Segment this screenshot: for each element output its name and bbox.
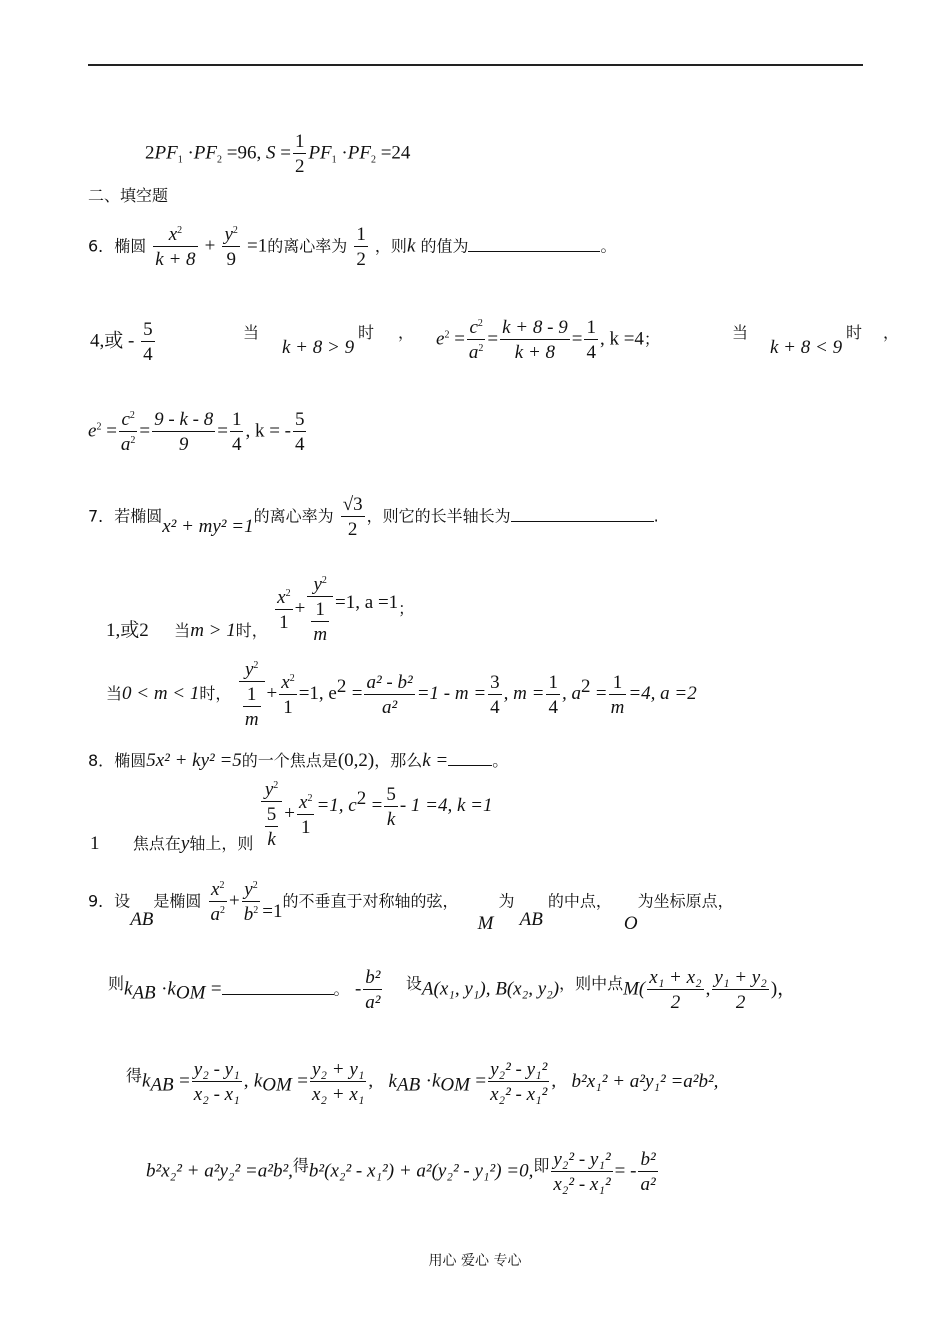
answer-9-line3: b²x₂² + a²y₂² =a²b²,得b²(x₂² - x₁²) + a²(y₂² - y₁²) =0,即 $\frac{\text{y₂² - y₁²}}{\text{x₂² - x₁²}}$ = - $\frac{\text{b²}}{\text{a²}}$ bbox=[146, 1149, 656, 1195]
half-fraction: $\frac{1}{2}$ bbox=[294, 131, 305, 177]
q6-y-fraction: $\frac{y^2}{9}$ bbox=[224, 224, 238, 270]
answer-6-cond1: k + 8 > 9 bbox=[282, 337, 355, 358]
q7-eccentricity: $\frac{√3}{2}$ bbox=[342, 494, 363, 540]
question-8: 8．椭圆5x² + ky² =5的一个焦点是(0,2)，那么k = 。 bbox=[88, 750, 509, 771]
question-9: 9．设AB是椭圆 $\frac{x^2}{a^2}$ + $\frac{y^2}{b^2}$ =1的不垂直于对称轴的弦， M 为 AB 的中点，O为坐标原点， bbox=[88, 879, 734, 934]
q6-eccentricity: $\frac{1}{2}$ bbox=[356, 224, 366, 270]
answer-6-comma: ， bbox=[398, 323, 415, 342]
answer-blank bbox=[448, 765, 492, 766]
question-6: 6．椭圆 $\frac{x^2}{k + 8}$ + $\frac{y^2}{9}$ =1的离心率为 $\frac{1}{2}$ ，则k 的值为 。 bbox=[88, 224, 617, 270]
q6-x-fraction: $\frac{x^2}{k + 8}$ bbox=[155, 224, 196, 270]
answer-6-shi2: 时 bbox=[846, 323, 863, 342]
header-rule bbox=[88, 64, 863, 66]
answer-6-when: 当 bbox=[243, 323, 260, 342]
question-7: 7．若椭圆x² + my² =1的离心率为 $\frac{√3}{2}$ ，则它的长半轴长为 . bbox=[88, 494, 659, 540]
answer-blank bbox=[468, 251, 600, 252]
answer-blank bbox=[222, 994, 334, 995]
section-heading: 二、填空题 bbox=[88, 186, 169, 205]
answer-7-line1: 1,或2 当m > 1时， $\frac{x^2}{1}$ + $\frac{y^2}{\frac{1}{m}}$ =1, a =1； bbox=[106, 574, 415, 645]
answer-6-formula: $e^2$ = $\frac{c^2}{a^2}$ = $\frac{k + 8 - 9}{k + 8}$ = $\frac{1}{4}$ , k =4； bbox=[436, 317, 660, 363]
answer-6-comma2: ， bbox=[883, 323, 900, 342]
answer-blank bbox=[511, 521, 654, 522]
answer-9-line1: 则$k_{AB} \cdot k_{OM}$ = 。 - $\frac{\text{b²}}{\text{a²}}$ 设A(x₁, y₁), B(x₂, y₂)，则中点M( $\frac{\text{x₁ + x₂}}{2}$ , $\frac{\text{y₁ + y₂}}{2}$ )， bbox=[108, 967, 797, 1013]
answer-6-cond2: k + 8 < 9 bbox=[770, 337, 843, 358]
answer-6-when2: 当 bbox=[732, 323, 749, 342]
answer-6-shi: 时 bbox=[358, 323, 375, 342]
answer-7-line2: 当0 < m < 1时， $\frac{y^2}{\frac{1}{m}}$ + $\frac{x^2}{1}$ =1, $e^2$ = $\frac{\text{a² - b²}}{\text{a²}}$ =1 - m = $\frac{3}{4}$ , m = $\frac{1}{4}$ , $a^2$ = $\frac{1}{m}$ =4, a =2 bbox=[106, 659, 697, 730]
answer-8: 1 焦点在y轴上，则 $\frac{y^2}{\frac{5}{k}}$ + $\frac{x^2}{1}$ =1, $c^2$ = $\frac{5}{k}$ - 1 =4, k =1 bbox=[90, 779, 493, 854]
answer-6-line1: 4,或 - $\frac{5}{4}$ bbox=[90, 319, 153, 365]
answer-6-line2: $e^2$ = $\frac{c^2}{a^2}$ = $\frac{9 - k - 8}{9}$ = $\frac{1}{4}$ , k = - $\frac{5}{4}$ bbox=[88, 409, 305, 455]
answer-9-line2: 得$k_{AB}$ = $\frac{\text{y₂ - y₁}}{\text{x₂ - x₁}}$ , $k_{OM}$ = $\frac{\text{y₂ + y₁}}{\text{x₂ + x₁}}$ , $k_{AB} \cdot k_{OM}$ = $\frac{\text{y₂² - y₁²}}{\text{x₂² - x₁²}}$ , b²x₁² + a²y₁² =a²b², bbox=[126, 1059, 719, 1105]
top-formula: $2PF_1 \cdot PF_2 =96$, S = $\frac{1}{2}$ $PF_1 \cdot PF_2 =24$ bbox=[145, 131, 411, 177]
page-footer: 用心 爱心 专心 bbox=[428, 1253, 522, 1269]
